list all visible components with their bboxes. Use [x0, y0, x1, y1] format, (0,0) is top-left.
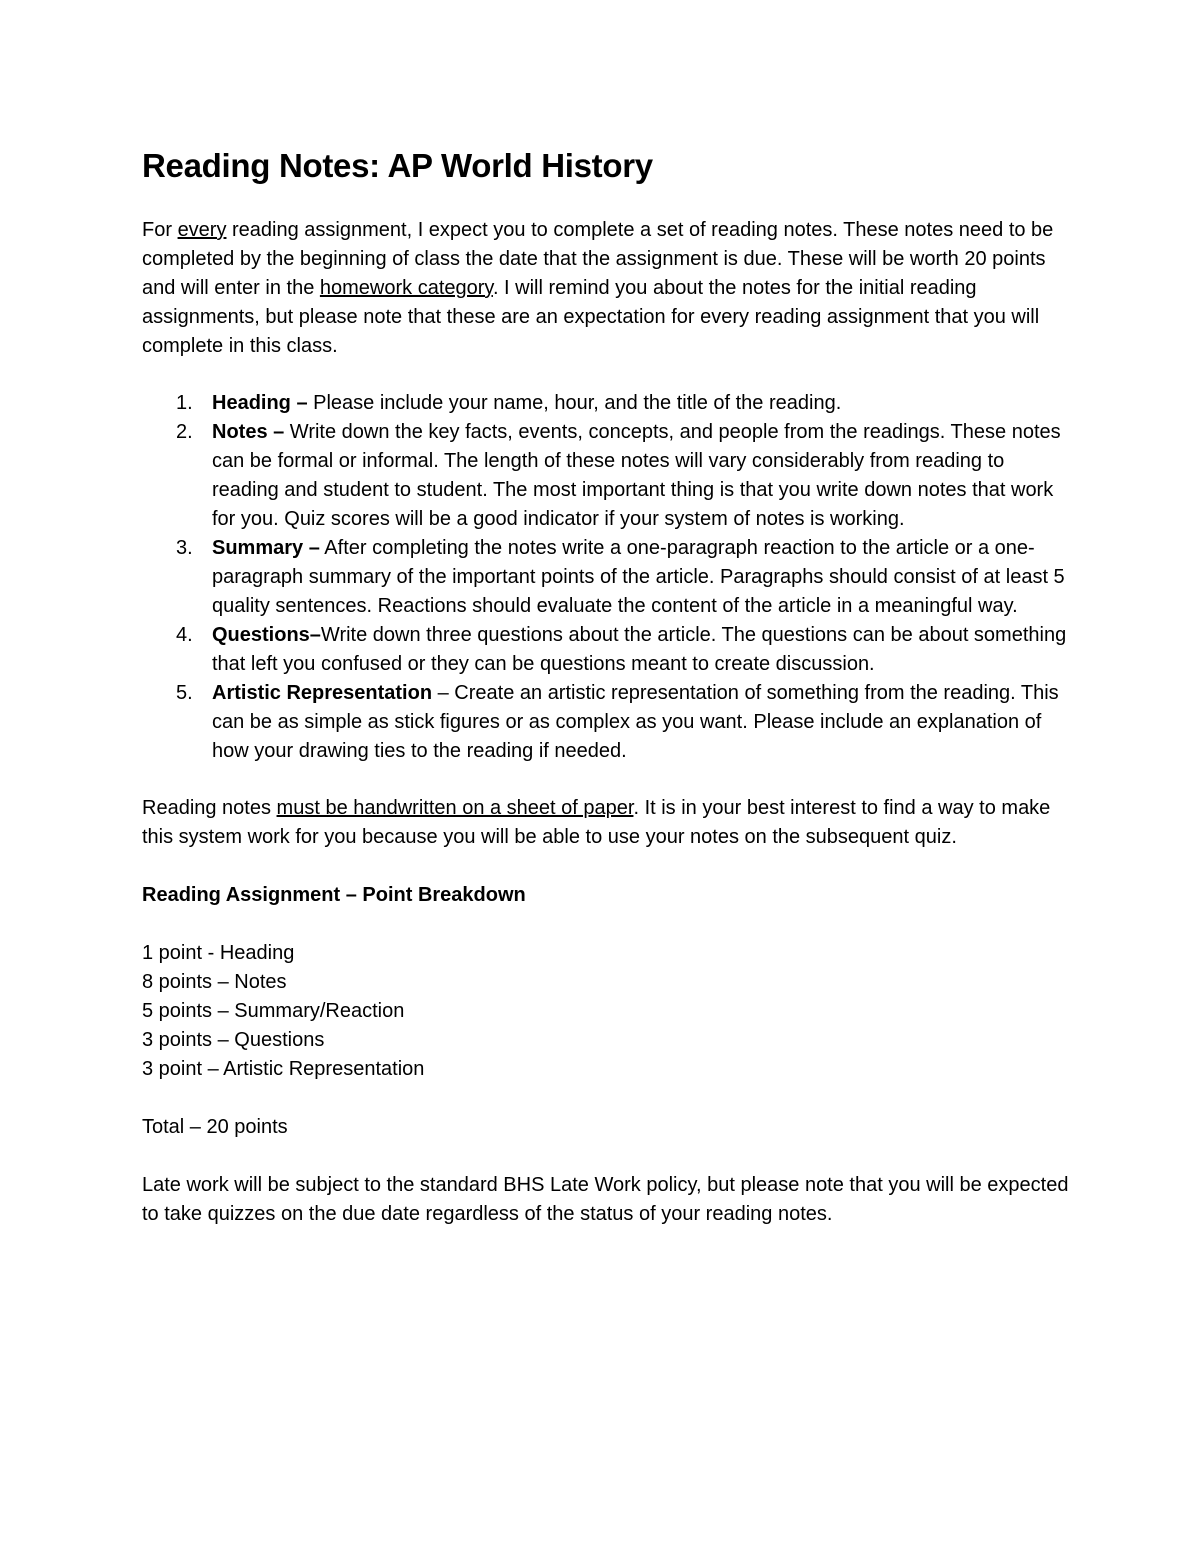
breakdown-item: 8 points – Notes [142, 971, 287, 993]
list-item [142, 534, 1072, 621]
list-number: 4. [176, 624, 193, 646]
list-item [142, 418, 1072, 534]
list-number: 5. [176, 682, 193, 704]
breakdown-item: 3 points – Questions [142, 1029, 325, 1051]
list-number: 3. [176, 537, 193, 559]
total-points: Total – 20 points [142, 1116, 288, 1138]
list-number: 2. [176, 421, 193, 443]
intro-text-2: reading assignment, I expect you to complete a set of reading notes. These notes need to be completed by the beginning of class the date that the assignment is due. These will be worth 20 points and will enter in the [142, 219, 1054, 299]
handwritten-text-2: . It is in your best interest to find a way to make this system work for you because you will be able to use your notes on the subsequent quiz. [142, 797, 1051, 848]
step-label: Questions– [212, 624, 321, 646]
breakdown-item: 5 points – Summary/Reaction [142, 1000, 405, 1022]
handwritten-text-1: Reading notes [142, 797, 277, 819]
late-work-paragraph: Late work will be subject to the standard BHS Late Work policy, but please note that you will be expected to take quizzes on the due date regardless of the status of your reading notes. [142, 1174, 1069, 1225]
handwritten-requirement: must be handwritten on a sheet of paper [276, 797, 634, 819]
notes-steps-list [142, 389, 1072, 766]
step-label: Summary – [212, 537, 320, 559]
step-label: Notes – [212, 421, 285, 443]
breakdown-item: 3 point – Artistic Representation [142, 1058, 425, 1080]
step-text: – Create an artistic representation of something from the reading. This can be as simple as stick figures or as complex as you want. Please include an explanation of how your drawing ties to the reading if needed. [212, 682, 1059, 762]
step-label: Heading – [212, 392, 308, 414]
document-body [142, 146, 1072, 1229]
intro-paragraph [142, 216, 1072, 361]
intro-homework-category: homework category [319, 277, 493, 299]
intro-text-1: For [142, 219, 178, 241]
step-text: After completing the notes write a one-paragraph reaction to the article or a one-paragraph summary of the important points of the article. Paragraphs should consist of at least 5 quality sentences. Reactions should evaluate the content of the article in a meaningful way. [212, 537, 1065, 617]
step-text: Please include your name, hour, and the title of the reading. [307, 392, 842, 414]
intro-text-3: . I will remind you about the notes for the initial reading assignments, but please note that these are an expectation for every reading assignment that you will complete in this class. [142, 277, 1040, 357]
intro-every: every [177, 219, 227, 241]
step-text: Write down three questions about the article. The questions can be about something that left you confused or they can be questions meant to create discussion. [212, 624, 1067, 675]
step-text: Write down the key facts, events, concepts, and people from the readings. These notes can be formal or informal. The length of these notes will vary considerably from reading to reading and student to student. The most important thing is that you write down notes that work for you. Quiz scores will be a good indicator if your system of notes is working. [212, 421, 1061, 530]
list-item [142, 679, 1072, 766]
breakdown-item: 1 point - Heading [142, 942, 295, 964]
point-breakdown-list [142, 939, 1072, 1084]
handwritten-paragraph [142, 794, 1072, 852]
point-breakdown-heading: Reading Assignment – Point Breakdown [142, 884, 526, 906]
list-number: 1. [176, 392, 193, 414]
step-label: Artistic Representation [212, 682, 433, 704]
list-item [142, 621, 1072, 679]
list-item [142, 389, 1072, 418]
page-title: Reading Notes: AP World History [142, 147, 653, 184]
